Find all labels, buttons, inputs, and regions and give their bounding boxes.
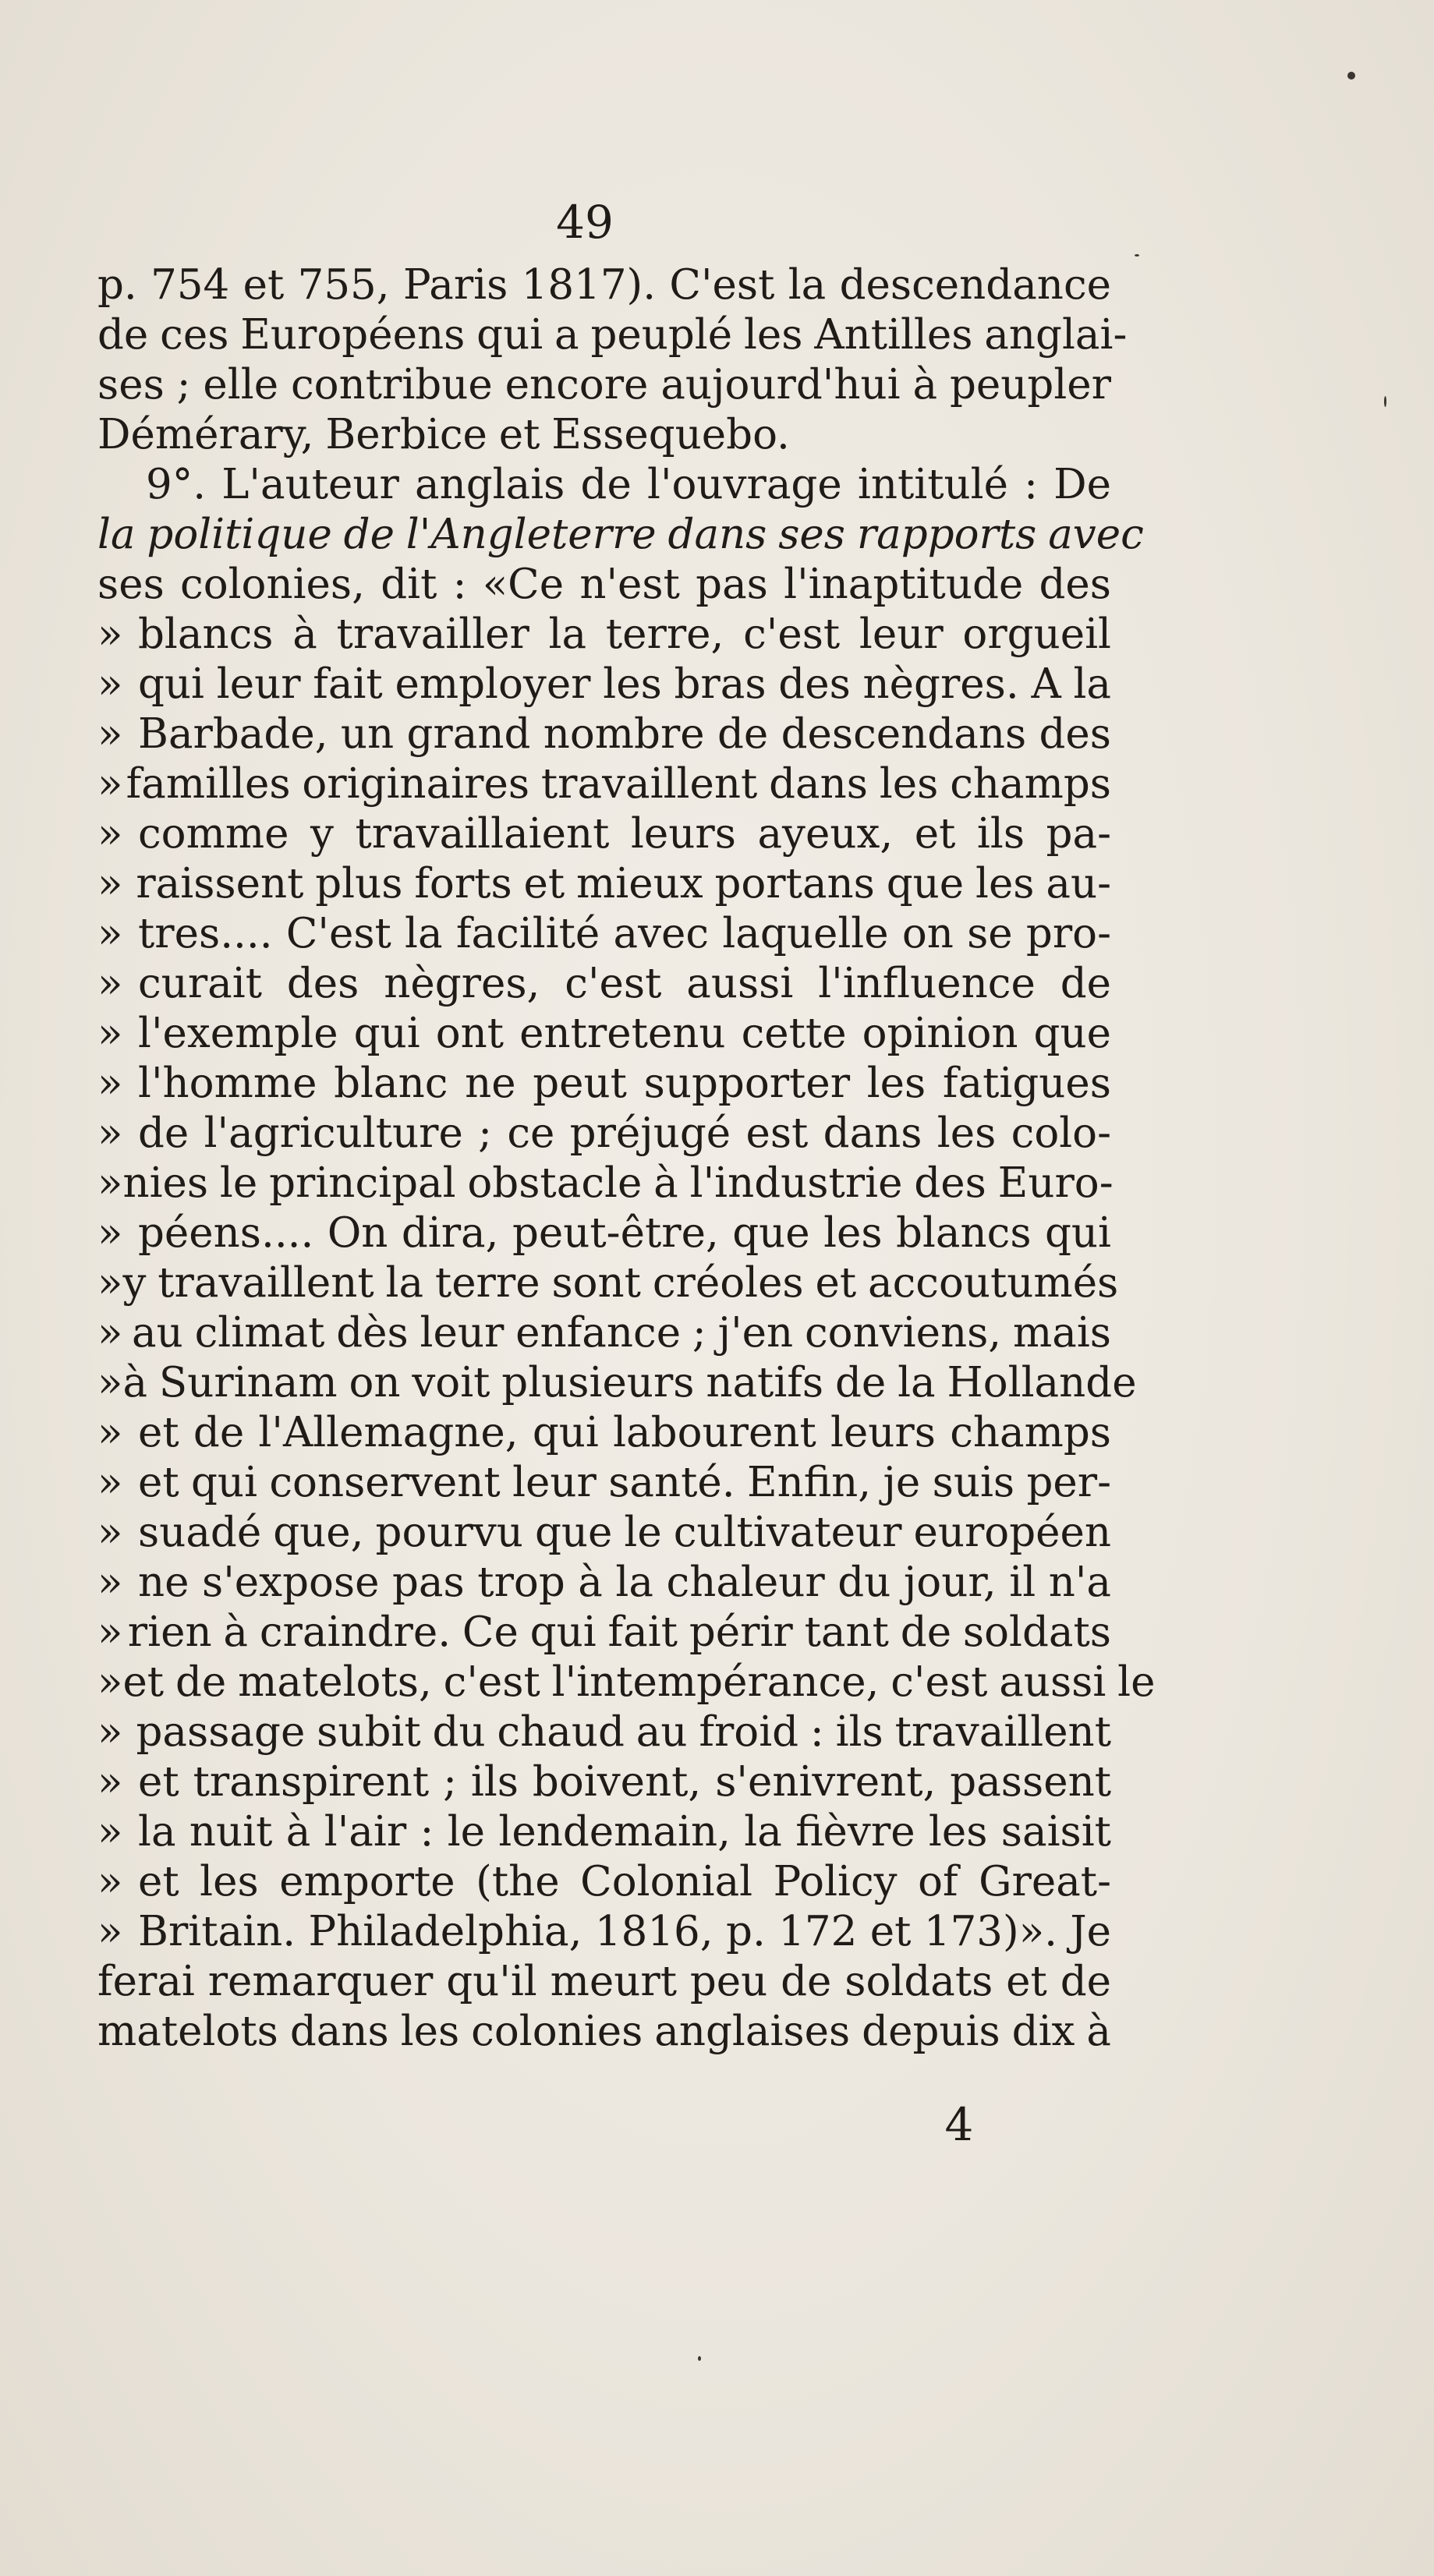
quoted-line (97, 1807, 1111, 1857)
quote-mark: » (97, 1908, 123, 1955)
quoted-line (97, 1308, 1111, 1358)
text-line: ses colonies, dit : «Ce n'est pas l'inaptitude des (97, 561, 1111, 608)
quoted-line (97, 759, 1111, 809)
text-line: ses ; elle contribue encore aujourd'hui à peupler (97, 361, 1111, 409)
ink-speck (1384, 396, 1386, 407)
quoted-line (97, 959, 1111, 1009)
quoted-line-text: familles originaires travaillent dans les champs (126, 760, 1111, 808)
quoted-line-text: la nuit à l'air : le lendemain, la fièvre les saisit (138, 1808, 1111, 1856)
quoted-line-text: qui leur fait employer les bras des nègres. A la (138, 660, 1111, 708)
quoted-line (97, 660, 1111, 709)
quoted-line (97, 1358, 1137, 1408)
quote-mark: » (97, 610, 123, 658)
quote-mark: » (97, 960, 123, 1007)
quoted-line-text: ne s'expose pas trop à la chaleur du jour, il n'a (138, 1559, 1111, 1606)
quoted-line-text: nies le principal obstacle à l'industrie des Euro- (122, 1159, 1114, 1207)
quote-mark: » (97, 760, 123, 808)
quoted-line (97, 1208, 1111, 1258)
quoted-line (97, 1608, 1111, 1658)
quote-mark: » (97, 810, 123, 858)
quoted-line (97, 709, 1111, 759)
quote-mark: » (97, 1858, 123, 1905)
quoted-line-text: et les emporte (the Colonial Policy of Great- (138, 1858, 1111, 1905)
quoted-line (97, 1558, 1111, 1608)
quote-mark: » (97, 1259, 123, 1307)
quoted-line-text: et qui conservent leur santé. Enfin, je suis per- (138, 1459, 1111, 1506)
quote-mark: » (97, 1559, 123, 1606)
quote-mark: » (97, 1010, 123, 1057)
quote-mark: » (97, 1159, 123, 1207)
text-line: p. 754 et 755, Paris 1817). C'est la descendance (97, 261, 1111, 309)
quoted-line (97, 1258, 1119, 1308)
quoted-line-text: à Surinam on voit plusieurs natifs de la Hollande (122, 1359, 1137, 1407)
quoted-line-text: l'homme blanc ne peut supporter les fatigues (138, 1060, 1111, 1107)
quoted-line-text: et de matelots, c'est l'intempérance, c'est aussi le (122, 1658, 1156, 1706)
quoted-line-text: passage subit du chaud au froid : ils travaillent (136, 1708, 1111, 1756)
quoted-line (97, 1009, 1111, 1059)
quote-mark: » (97, 1359, 123, 1407)
ink-speck (1135, 254, 1139, 257)
text-line: matelots dans les colonies anglaises depuis dix à (97, 2008, 1111, 2055)
quote-mark: » (97, 1608, 123, 1656)
quote-mark: » (97, 1459, 123, 1506)
quoted-line (97, 1857, 1111, 1907)
quoted-line-text: et transpirent ; ils boivent, s'enivrent, passent (138, 1758, 1111, 1806)
quoted-line-text: blancs à travailler la terre, c'est leur orgueil (138, 610, 1111, 658)
signature-mark: 4 (944, 2098, 974, 2151)
body-text (97, 260, 1156, 2057)
quoted-line-text: comme y travaillaient leurs ayeux, et ils pa- (138, 810, 1111, 858)
quote-mark: » (97, 1109, 123, 1157)
quote-mark: » (97, 860, 123, 908)
ink-speck (698, 2356, 701, 2361)
quoted-line (97, 1658, 1156, 1707)
quoted-line (97, 909, 1111, 959)
page-number: 49 (556, 196, 614, 249)
paragraph-start-line: 9°. L'auteur anglais de l'ouvrage intitulé : De (146, 461, 1111, 508)
quote-mark: » (97, 1509, 123, 1556)
quote-mark: » (97, 660, 123, 708)
quoted-line-text: suadé que, pourvu que le cultivateur européen (138, 1509, 1111, 1556)
quoted-line-text: tres.... C'est la facilité avec laquelle on se pro- (138, 910, 1111, 957)
quoted-line (97, 809, 1111, 859)
quoted-line (97, 1707, 1111, 1757)
quote-mark: » (97, 1309, 123, 1357)
quote-mark: » (97, 710, 123, 758)
quoted-line-text: au climat dès leur enfance ; j'en conviens, mais (132, 1309, 1111, 1357)
text-line-italic: la politique de l'Angleterre dans ses rapports avec (97, 511, 1144, 558)
quoted-line (97, 1159, 1114, 1208)
quoted-line-text: Britain. Philadelphia, 1816, p. 172 et 173)». Je (138, 1908, 1111, 1955)
quote-mark: » (97, 1808, 123, 1856)
quoted-line (97, 1458, 1111, 1508)
quote-mark: » (97, 1209, 123, 1257)
quoted-line (97, 1907, 1111, 1957)
quoted-line (97, 1757, 1111, 1807)
text-line: ferai remarquer qu'il meurt peu de soldats et de (97, 1958, 1111, 2005)
quote-mark: » (97, 1658, 123, 1706)
quote-mark: » (97, 1060, 123, 1107)
quoted-line-text: péens.... On dira, peut-être, que les blancs qui (138, 1209, 1111, 1257)
quoted-line-text: et de l'Allemagne, qui labourent leurs champs (138, 1409, 1111, 1456)
quoted-line-text: de l'agriculture ; ce préjugé est dans les colo- (138, 1109, 1111, 1157)
quoted-line-text: Barbade, un grand nombre de descendans des (138, 710, 1111, 758)
quoted-line (97, 1508, 1111, 1558)
quote-mark: » (97, 910, 123, 957)
ink-speck (1347, 72, 1355, 80)
quoted-line (97, 610, 1111, 660)
quoted-line-text: y travaillent la terre sont créoles et accoutumés (122, 1259, 1119, 1307)
quote-mark: » (97, 1758, 123, 1806)
quoted-line-text: raissent plus forts et mieux portans que les au- (136, 860, 1111, 908)
quoted-line-text: l'exemple qui ont entretenu cette opinion que (138, 1010, 1111, 1057)
quoted-line-text: rien à craindre. Ce qui fait périr tant de soldats (127, 1608, 1111, 1656)
quoted-line (97, 1408, 1111, 1458)
text-line: de ces Européens qui a peuplé les Antilles anglai- (97, 311, 1128, 359)
quoted-line (97, 1059, 1111, 1109)
quoted-line (97, 859, 1111, 909)
quotation-block (97, 610, 1156, 1957)
quoted-line-text: curait des nègres, c'est aussi l'influence de (138, 960, 1111, 1007)
text-line: Démérary, Berbice et Essequebo. (97, 411, 790, 458)
quote-mark: » (97, 1409, 123, 1456)
quoted-line (97, 1109, 1111, 1159)
quote-mark: » (97, 1708, 123, 1756)
